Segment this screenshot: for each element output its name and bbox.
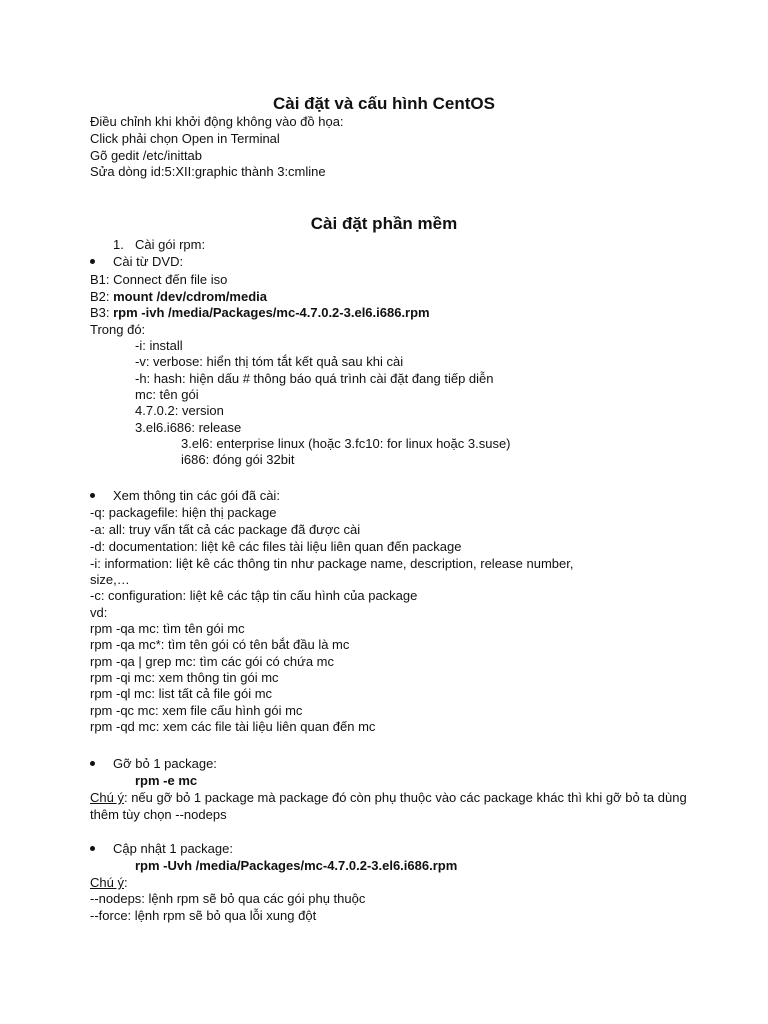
query-line: rpm -qi mc: xem thông tin gói mc <box>90 670 279 685</box>
step-line <box>90 289 267 306</box>
step-prefix: B2: <box>90 289 114 304</box>
query-line: rpm -qc mc: xem file cấu hình gói mc <box>90 703 303 718</box>
step-prefix: B3: <box>90 305 114 320</box>
intro-line: Điều chỉnh khi khởi động không vào đồ họa: <box>90 114 344 129</box>
update-note-label-line <box>90 875 128 892</box>
bullet-icon <box>90 493 95 498</box>
option-line: -v: verbose: hiển thị tóm tắt kết quả sau khi cài <box>135 354 404 369</box>
note-label: Chú ý <box>90 790 124 805</box>
query-line: rpm -qd mc: xem các file tài liệu liên quan đến mc <box>90 719 376 734</box>
heading-centos-setup: Cài đặt và cấu hình CentOS <box>273 94 495 113</box>
intro-line: Click phải chọn Open in Terminal <box>90 131 280 146</box>
list-number: 1. <box>113 237 124 252</box>
note-text: : nếu gỡ bỏ 1 package mà package đó còn phụ thuộc vào các package khác thì khi gỡ bỏ ta dùng thêm tùy chọn --nodeps <box>90 790 687 822</box>
option-line: 3.el6.i686: release <box>135 420 242 435</box>
query-line: rpm -qa | grep mc: tìm các gói có chứa mc <box>90 654 334 669</box>
bullet-item: Cập nhật 1 package: <box>113 841 233 856</box>
numbered-item: Cài gói rpm: <box>135 237 206 252</box>
sub-option-line: 3.el6: enterprise linux (hoặc 3.fc10: for linux hoặc 3.suse) <box>181 436 511 451</box>
bullet-item: Xem thông tin các gói đã cài: <box>113 488 280 503</box>
bullet-item: Cài từ DVD: <box>113 254 184 269</box>
step-text: Connect đến file iso <box>113 272 228 287</box>
trong-do-label: Trong đó: <box>90 322 146 337</box>
query-line: vd: <box>90 605 108 620</box>
remove-note <box>90 789 690 823</box>
query-line: rpm -qa mc*: tìm tên gói có tên bắt đầu là mc <box>90 637 350 652</box>
option-line: mc: tên gói <box>135 387 199 402</box>
query-line: -i: information: liệt kê các thông tin như package name, description, release number, <box>90 556 574 571</box>
option-line: -i: install <box>135 338 183 353</box>
note-colon: : <box>123 875 128 890</box>
note-label: Chú ý <box>90 875 124 890</box>
query-line: -q: packagefile: hiện thị package <box>90 505 277 520</box>
sub-option-line: i686: đóng gói 32bit <box>181 452 295 467</box>
query-line: size,… <box>90 572 130 587</box>
update-command: rpm -Uvh /media/Packages/mc-4.7.0.2-3.el6.i686.rpm <box>135 858 458 873</box>
update-note-line: --nodeps: lệnh rpm sẽ bỏ qua các gói phụ thuộc <box>90 891 366 906</box>
query-line: rpm -qa mc: tìm tên gói mc <box>90 621 245 636</box>
query-line: -c: configuration: liệt kê các tập tin cấu hình của package <box>90 588 418 603</box>
step-line <box>90 272 227 289</box>
intro-line: Gõ gedit /etc/inittab <box>90 148 203 163</box>
bullet-icon <box>90 259 95 264</box>
bullet-item: Gỡ bỏ 1 package: <box>113 756 217 771</box>
step-line <box>90 305 430 322</box>
query-line: rpm -ql mc: list tất cả file gói mc <box>90 686 273 701</box>
step-command: rpm -ivh /media/Packages/mc-4.7.0.2-3.el6.i686.rpm <box>113 305 430 320</box>
query-line: -a: all: truy vấn tất cả các package đã được cài <box>90 522 361 537</box>
option-line: -h: hash: hiện dấu # thông báo quá trình cài đặt đang tiếp diễn <box>135 371 494 386</box>
step-prefix: B1: <box>90 272 114 287</box>
bullet-icon <box>90 761 95 766</box>
option-line: 4.7.0.2: version <box>135 403 224 418</box>
intro-line: Sửa dòng id:5:XII:graphic thành 3:cmline <box>90 164 326 179</box>
bullet-icon <box>90 846 95 851</box>
update-note-line: --force: lệnh rpm sẽ bỏ qua lỗi xung đột <box>90 908 317 923</box>
heading-software-install: Cài đặt phần mềm <box>310 214 458 233</box>
step-command: mount /dev/cdrom/media <box>113 289 267 304</box>
remove-command: rpm -e mc <box>135 773 198 788</box>
query-line: -d: documentation: liệt kê các files tài liệu liên quan đến package <box>90 539 462 554</box>
